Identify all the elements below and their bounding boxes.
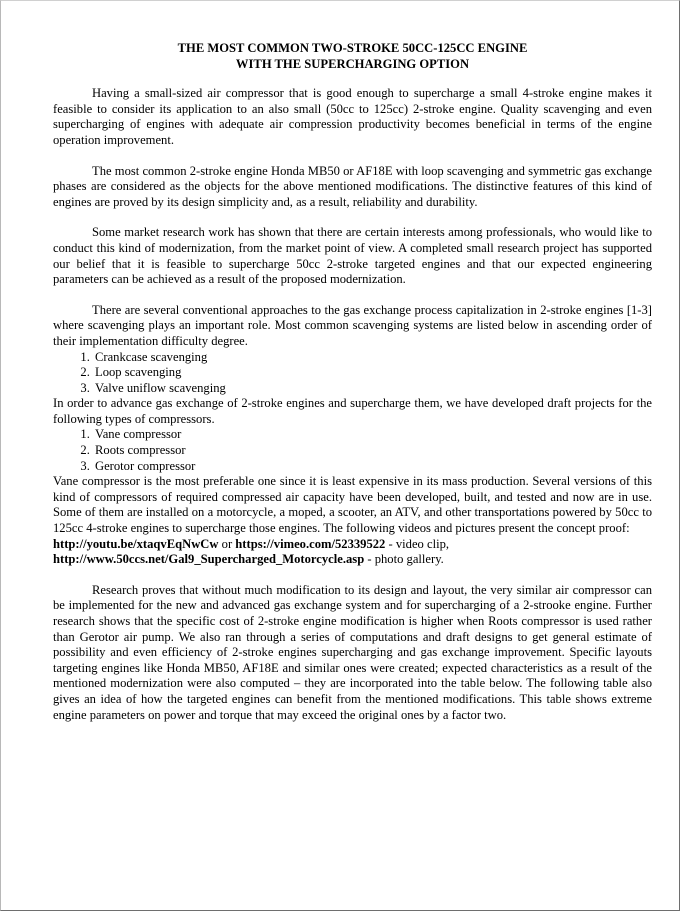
paragraph-compressors-intro: In order to advance gas exchange of 2-stroke engines and supercharge them, we have developed draft projects for the following types of compressors. [53,396,652,426]
paragraph-vane: Vane compressor is the most preferable one since it is least expensive in its mass production. Several versions of this kind of compressors of required compressed air capacity have been developed, built, and tested and now are in use. Some of them are installed on a motorcycle, a moped, a scooter, an ATV, and other transportations powered by 50cc to 125cc 4-stroke engines to supercharge those engines. The following videos and pictures present the concept proof: [53,474,652,536]
document-body [53,41,652,723]
list-item: 2. Roots compressor [93,443,652,459]
scavenging-list [53,350,652,397]
list-item: 1. Vane compressor [93,427,652,443]
list-item: 3. Valve uniflow scavenging [93,381,652,397]
gallery-link[interactable]: http://www.50ccs.net/Gal9_Supercharged_Motorcycle.asp [53,552,365,567]
video-links-line [53,537,652,553]
vimeo-link[interactable]: https://vimeo.com/52339522 [235,536,386,551]
list-item: 3. Gerotor compressor [93,459,652,475]
paragraph-engine: The most common 2-stroke engine Honda MB50 or AF18E with loop scavenging and symmetric gas exchange phases are considered as the objects for the above mentioned modifications. The distinctive features of this kind of engines are proved by its design simplicity and, as a result, reliability and durability. [53,163,652,209]
gallery-link-line [53,552,652,568]
paragraph-intro: Having a small-sized air compressor that is good enough to supercharge a small 4-stroke engine makes it feasible to consider its application to an also small (50cc to 125cc) 2-stroke engine. Quality scavenging and even supercharging of engines with adequate air compression productivity becomes beneficial in terms of the engine operation improvement. [53,86,652,147]
list-item: 2. Loop scavenging [93,365,652,381]
paragraph-market: Some market research work has shown that there are certain interests among professionals, who would like to conduct this kind of modernization, from the market point of view. A completed small research project has supported our belief that it is feasible to supercharge 50cc 2-stroke targeted engines and that our expected engineering parameters can be achieved as a result of the proposed modernization. [53,225,652,287]
video-suffix: - video clip, [385,536,450,551]
youtube-link[interactable]: http://youtu.be/xtaqvEqNwCw [53,536,219,551]
compressor-list [53,427,652,474]
link-separator: or [218,536,236,551]
title-line-1: THE MOST COMMON TWO-STROKE 50CC-125CC ENGINE [177,41,528,55]
paragraph-scavenging: There are several conventional approaches to the gas exchange process capitalization in 2-stroke engines [1-3] where scavenging plays an important role. Most common scavenging systems are listed below in ascending order of their implementation difficulty degree. [53,302,652,348]
list-item: 1. Crankcase scavenging [93,350,652,366]
gallery-suffix: - photo gallery. [364,552,444,567]
document-title [53,41,652,72]
title-line-2: WITH THE SUPERCHARGING OPTION [235,56,470,71]
paragraph-research: Research proves that without much modification to its design and layout, the very similar air compressor can be implemented for the new and advanced gas exchange system and for supercharging of a 2-strooke engine. Further research shows that the specific cost of 2-stroke engine modification is higher when Roots compressor is used rather than Gerotor air pump. We also ran through a series of computations and draft designs to get general estimate of possibility and even efficiency of 2-stroke engines supercharging and gas exchange improvement. Specific layouts targeting engines like Honda MB50, AF18E and similar ones were created; expected characteristics as a result of the mentioned modernization were also computed – they are incorporated into the table below. The following table also gives an idea of how the targeted engines can benefit from the mentioned modifications. This table shows extreme engine parameters on power and torque that may exceed the original ones by a factor two. [53,582,652,722]
